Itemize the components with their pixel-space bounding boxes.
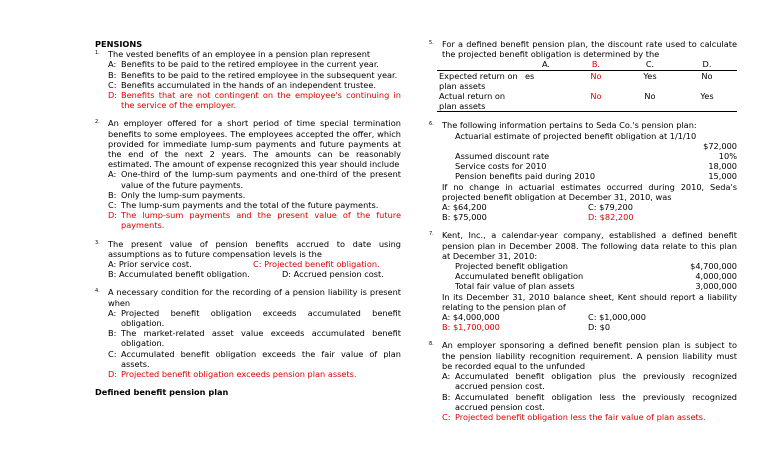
option-row: [429, 202, 737, 212]
option-a: A: Prior service cost.: [108, 259, 192, 270]
question-7: [429, 230, 737, 332]
question-3: [95, 239, 401, 280]
question-4: [95, 287, 401, 379]
question-stem: The following information pertains to Seda Co.'s pension plan:: [442, 120, 697, 131]
option-d: D: Accrued pension cost.: [282, 269, 384, 280]
option-b: B: $75,000: [442, 212, 487, 223]
page-title: PENSIONS: [95, 39, 143, 49]
option-d-answer: D: The lump-sum payments and the present value of the future payments.: [108, 210, 401, 231]
question-stem: The present value of pension benefits accrued to date using assumptions as to future compensation levels is the: [108, 238, 401, 259]
info-item: Pension benefits paid during 2010 15,000: [455, 171, 737, 182]
option-d: D: $0: [588, 322, 611, 333]
table-header: A. B. C. D.: [437, 59, 737, 70]
option-row: [429, 322, 737, 332]
option-a: A: Benefits to be paid to the retired employee in the current year.: [108, 59, 380, 70]
option-c: C: Benefits accumulated in the hands of an independent trustee.: [108, 79, 376, 90]
question-number: 6.: [429, 121, 434, 128]
option-row: [429, 312, 737, 322]
table-row: Expected return on plan assets es No Yes No: [439, 70, 713, 91]
info-value: $72,000: [703, 140, 737, 151]
option-a: A: One-third of the lump-sum payments and one-third of the present value of the future payments.: [108, 169, 401, 190]
question-stem: The vested benefits of an employee in a pension plan represent: [108, 49, 371, 60]
option-c: C: $79,200: [588, 202, 633, 213]
question-tail: In its December 31, 2010 balance sheet, Kent should report a liability relating to the pension plan of: [442, 291, 737, 312]
option-row: [95, 259, 401, 269]
option-c: C: The lump-sum payments and the total of the future payments.: [108, 200, 379, 211]
option-b: B: Accumulated benefit obligation.: [108, 269, 250, 280]
option-b: B: Accumulated benefit obligation less the previously recognized accrued pension cost.: [442, 391, 737, 412]
question-number: 1.: [95, 50, 100, 57]
info-item: Total fair value of plan assets 3,000,000: [455, 281, 737, 292]
question-5: [429, 39, 737, 112]
left-column: [95, 39, 401, 398]
option-d-answer: D: Benefits that are not contingent on the employee's continuing in the service of the employer.: [108, 90, 401, 111]
question-8: [429, 340, 737, 422]
question-1: [95, 49, 401, 110]
question-stem: A necessary condition for the recording of a pension liability is present when: [108, 287, 401, 308]
option-a: A: $64,200: [442, 202, 487, 213]
option-c-answer: C: Projected benefit obligation less the fair value of plan assets.: [442, 411, 706, 422]
question-2: [95, 118, 401, 230]
option-c: C: $1,000,000: [588, 312, 646, 323]
question-number: 8.: [429, 341, 434, 348]
question-stem: An employer sponsoring a defined benefit pension plan is subject to the pension liability recognition requirement. A pension liability must be recorded equal to the unfunded: [442, 340, 737, 371]
option-c-answer: C: Projected benefit obligation.: [253, 259, 380, 270]
section-heading: Defined benefit pension plan: [95, 387, 229, 398]
question-stem: Kent, Inc., a calendar-year company, established a defined benefit pension plan in December 2008. The following data relate to this plan at December 31, 2010:: [442, 230, 737, 261]
question-number: 3.: [95, 239, 100, 246]
option-d-answer: D: Projected benefit obligation exceeds pension plan assets.: [108, 369, 357, 380]
option-d-answer: D: $82,200: [588, 212, 634, 223]
answer-table: [437, 59, 737, 112]
option-a: A: Accumulated benefit obligation plus the previously recognized accrued pension cost.: [442, 371, 737, 392]
option-row: [95, 269, 401, 279]
option-a: A: $4,000,000: [442, 312, 500, 323]
info-item: Assumed discount rate 10%: [455, 151, 737, 162]
info-item: Projected benefit obligation $4,700,000: [455, 261, 737, 272]
table-row: Actual return on plan assets No No Yes: [437, 91, 737, 112]
question-number: 4.: [95, 288, 100, 295]
question-number: 7.: [429, 231, 434, 238]
question-stem: For a defined benefit pension plan, the discount rate used to calculate the projected benefit obligation is determined by the: [442, 39, 737, 60]
option-b: B: Benefits to be paid to the retired employee in the subsequent year.: [108, 69, 398, 80]
right-column: [429, 39, 737, 430]
question-tail: If no change in actuarial estimates occurred during 2010, Seda's projected benefit obligation at December 31, 2010, was: [442, 181, 737, 202]
option-a: A: Projected benefit obligation exceeds accumulated benefit obligation.: [108, 307, 401, 329]
question-number: 5.: [429, 40, 434, 46]
question-6: [429, 120, 737, 222]
info-line: Actuarial estimate of projected benefit obligation at 1/1/10: [455, 130, 697, 141]
option-c: C: Accumulated benefit obligation exceeds the fair value of plan assets.: [108, 348, 401, 369]
question-number: 2.: [95, 119, 100, 126]
info-item: Accumulated benefit obligation 4,000,000: [455, 271, 737, 282]
option-row: [429, 212, 737, 222]
info-item: Service costs for 2010 18,000: [455, 161, 737, 172]
option-b-answer: B: $1,700,000: [442, 322, 500, 333]
option-b: B: Only the lump-sum payments.: [108, 189, 246, 200]
option-b: B: The market-related asset value exceeds accumulated benefit obligation.: [108, 328, 401, 349]
question-stem: An employer offered for a short period of time special termination benefits to some employees. The employees accepted the offer, which provided for immediate lump-sum payments and future payments at the end of the next 2 years. The amounts can be reasonably estimated. The amount of expense recognized this year should include: [108, 118, 401, 170]
